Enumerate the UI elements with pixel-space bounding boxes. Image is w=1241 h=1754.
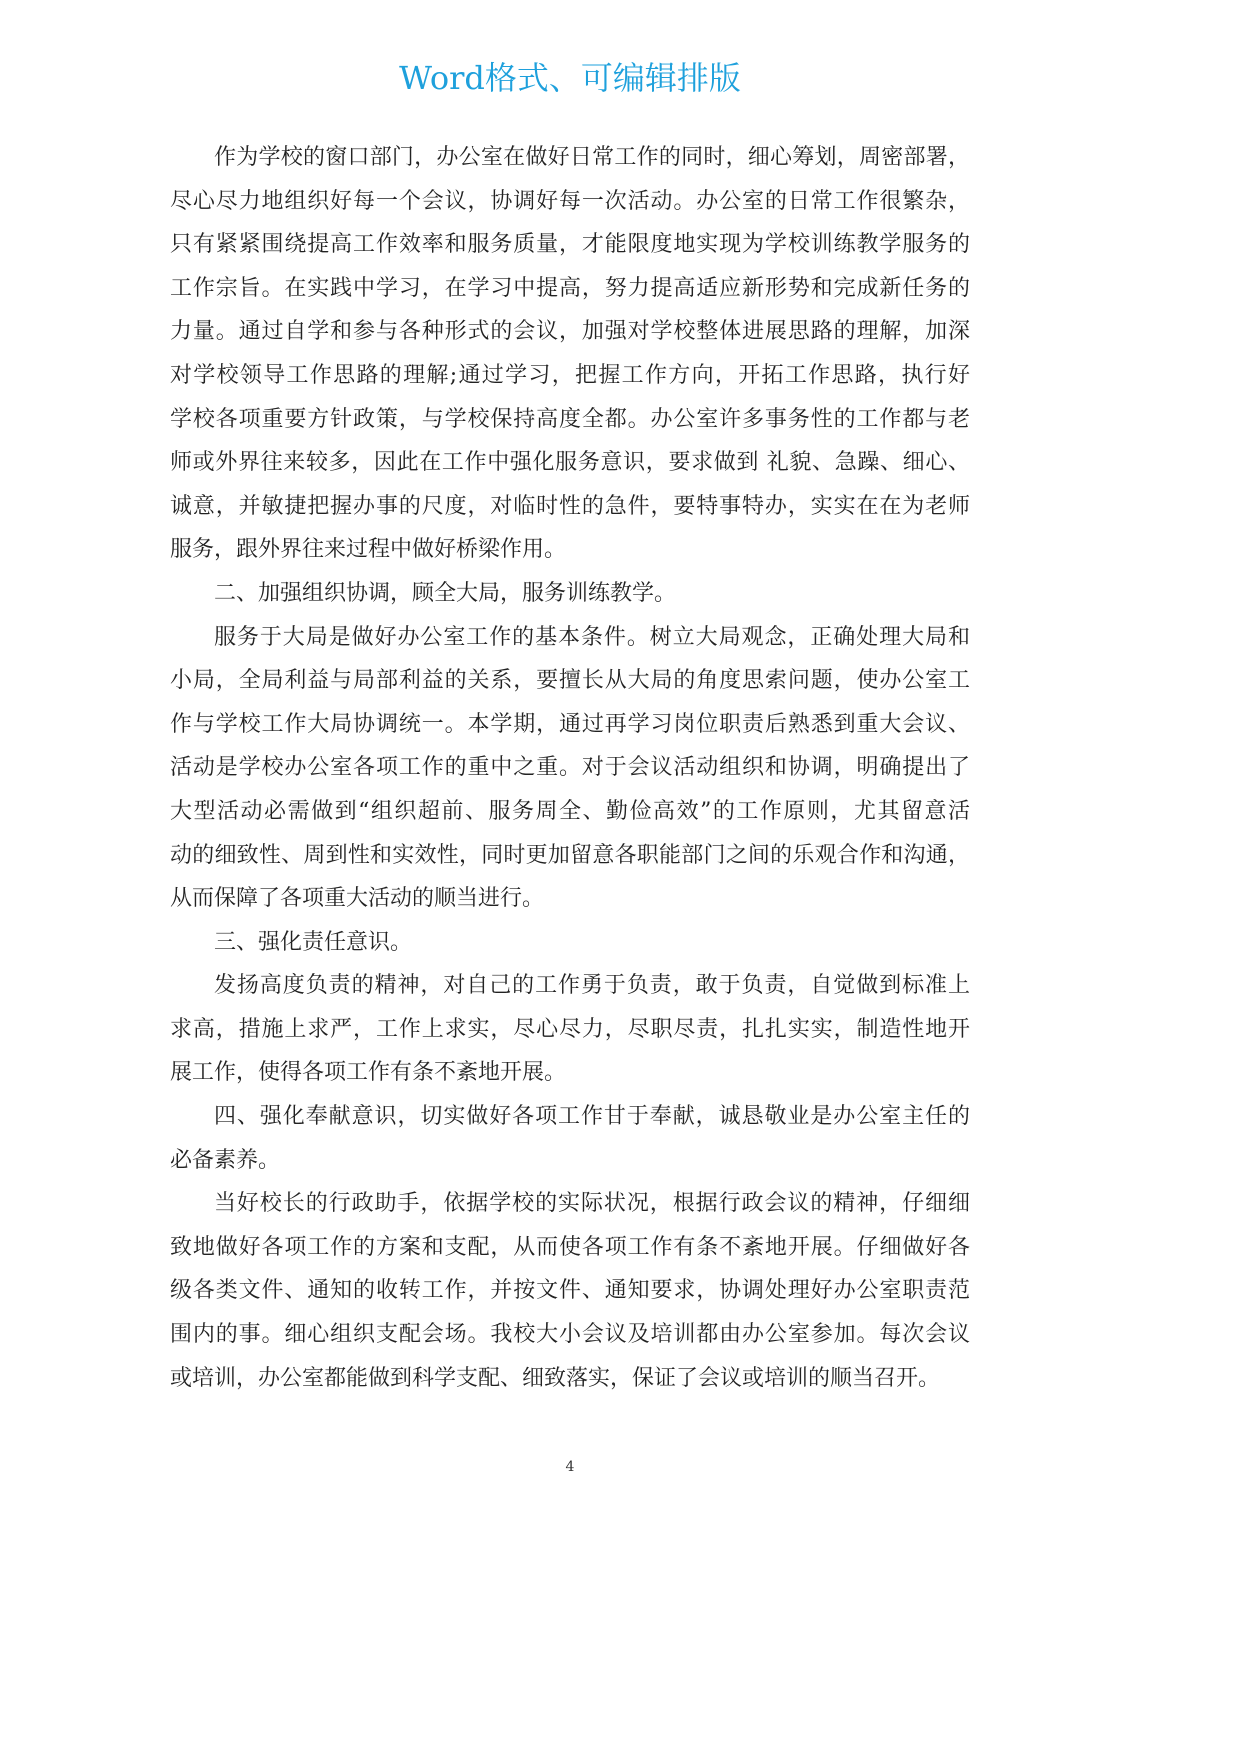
paragraph-7 bbox=[170, 1182, 970, 1400]
page-number: 4 bbox=[565, 1459, 575, 1475]
text-line: 大型活动必需做到“组织超前、服务周全、勤俭高效”的工作原则，尤其留意活 bbox=[170, 798, 970, 824]
text-line: 只有紧紧围绕提高工作效率和服务质量，才能限度地实现为学校训练教学服务的 bbox=[170, 232, 970, 258]
text-line: 作为学校的窗口部门，办公室在做好日常工作的同时，细心筹划，周密部署， bbox=[214, 145, 970, 170]
paragraph-1 bbox=[170, 136, 970, 572]
text-line: 诚意，并敏捷把握办事的尺度，对临时性的急件，要特事特办，实实在在为老师 bbox=[170, 493, 970, 519]
document-body bbox=[170, 136, 970, 1400]
text-line: 求高，措施上求严，工作上求实，尽心尽力，尽职尽责，扎扎实实，制造性地开 bbox=[170, 1016, 970, 1042]
document-header-title: Word格式、可编辑排版 bbox=[399, 59, 741, 97]
text-line: 作与学校工作大局协调统一。本学期，通过再学习岗位职责后熟悉到重大会议、 bbox=[170, 711, 970, 737]
text-line: 展工作，使得各项工作有条不紊地开展。 bbox=[170, 1060, 567, 1086]
text-line: 工作宗旨。在实践中学习，在学习中提高，努力提高适应新形势和完成新任务的 bbox=[170, 275, 970, 301]
text-line: 学校各项重要方针政策，与学校保持高度全都。办公室许多事务性的工作都与老 bbox=[170, 406, 970, 432]
text-line: 级各类文件、通知的收转工作，并按文件、通知要求，协调处理好办公室职责范 bbox=[170, 1278, 970, 1304]
section-heading-text: 三、强化责任意识。 bbox=[214, 929, 413, 955]
section-heading-text: 二、加强组织协调，顾全大局，服务训练教学。 bbox=[214, 580, 677, 606]
text-line: 从而保障了各项重大活动的顺当进行。 bbox=[170, 886, 545, 912]
text-line: 致地做好各项工作的方案和支配，从而使各项工作有条不紊地开展。仔细做好各 bbox=[170, 1234, 970, 1260]
paragraph-5 bbox=[170, 964, 970, 1095]
text-line: 必备素养。 bbox=[170, 1147, 281, 1173]
paragraph-3 bbox=[170, 616, 970, 921]
text-line: 服务于大局是做好办公室工作的基本条件。树立大局观念，正确处理大局和 bbox=[214, 624, 970, 650]
text-line: 活动是学校办公室各项工作的重中之重。对于会议活动组织和协调，明确提出了 bbox=[170, 755, 970, 781]
text-line: 或培训，办公室都能做到科学支配、细致落实，保证了会议或培训的顺当召开。 bbox=[170, 1365, 941, 1391]
section-heading-3 bbox=[170, 921, 970, 965]
text-line: 力量。通过自学和参与各种形式的会议，加强对学校整体进展思路的理解，加深 bbox=[170, 319, 970, 345]
text-line: 对学校领导工作思路的理解;通过学习，把握工作方向，开拓工作思路，执行好 bbox=[170, 362, 970, 388]
text-line: 师或外界往来较多，因此在工作中强化服务意识，要求做到 礼貌、急躁、细心、 bbox=[170, 450, 970, 476]
text-line: 动的细致性、周到性和实效性，同时更加留意各职能部门之间的乐观合作和沟通， bbox=[170, 842, 970, 868]
section-heading-4 bbox=[170, 1095, 970, 1182]
text-line: 尽心尽力地组织好每一个会议，协调好每一次活动。办公室的日常工作很繁杂， bbox=[170, 188, 970, 214]
text-line: 当好校长的行政助手，依据学校的实际状况，根据行政会议的精神，仔细细 bbox=[214, 1191, 970, 1217]
text-line: 服务，跟外界往来过程中做好桥梁作用。 bbox=[170, 537, 567, 563]
text-line: 发扬高度负责的精神，对自己的工作勇于负责，敢于负责，自觉做到标准上 bbox=[214, 973, 970, 999]
text-line: 围内的事。细心组织支配会场。我校大小会议及培训都由办公室参加。每次会议 bbox=[170, 1322, 970, 1348]
section-heading-2 bbox=[170, 572, 970, 616]
text-line: 小局，全局利益与局部利益的关系，要擅长从大局的角度思索问题，使办公室工 bbox=[170, 668, 970, 694]
section-heading-text: 四、强化奉献意识，切实做好各项工作甘于奉献，诚恳敬业是办公室主任的 bbox=[214, 1104, 970, 1130]
